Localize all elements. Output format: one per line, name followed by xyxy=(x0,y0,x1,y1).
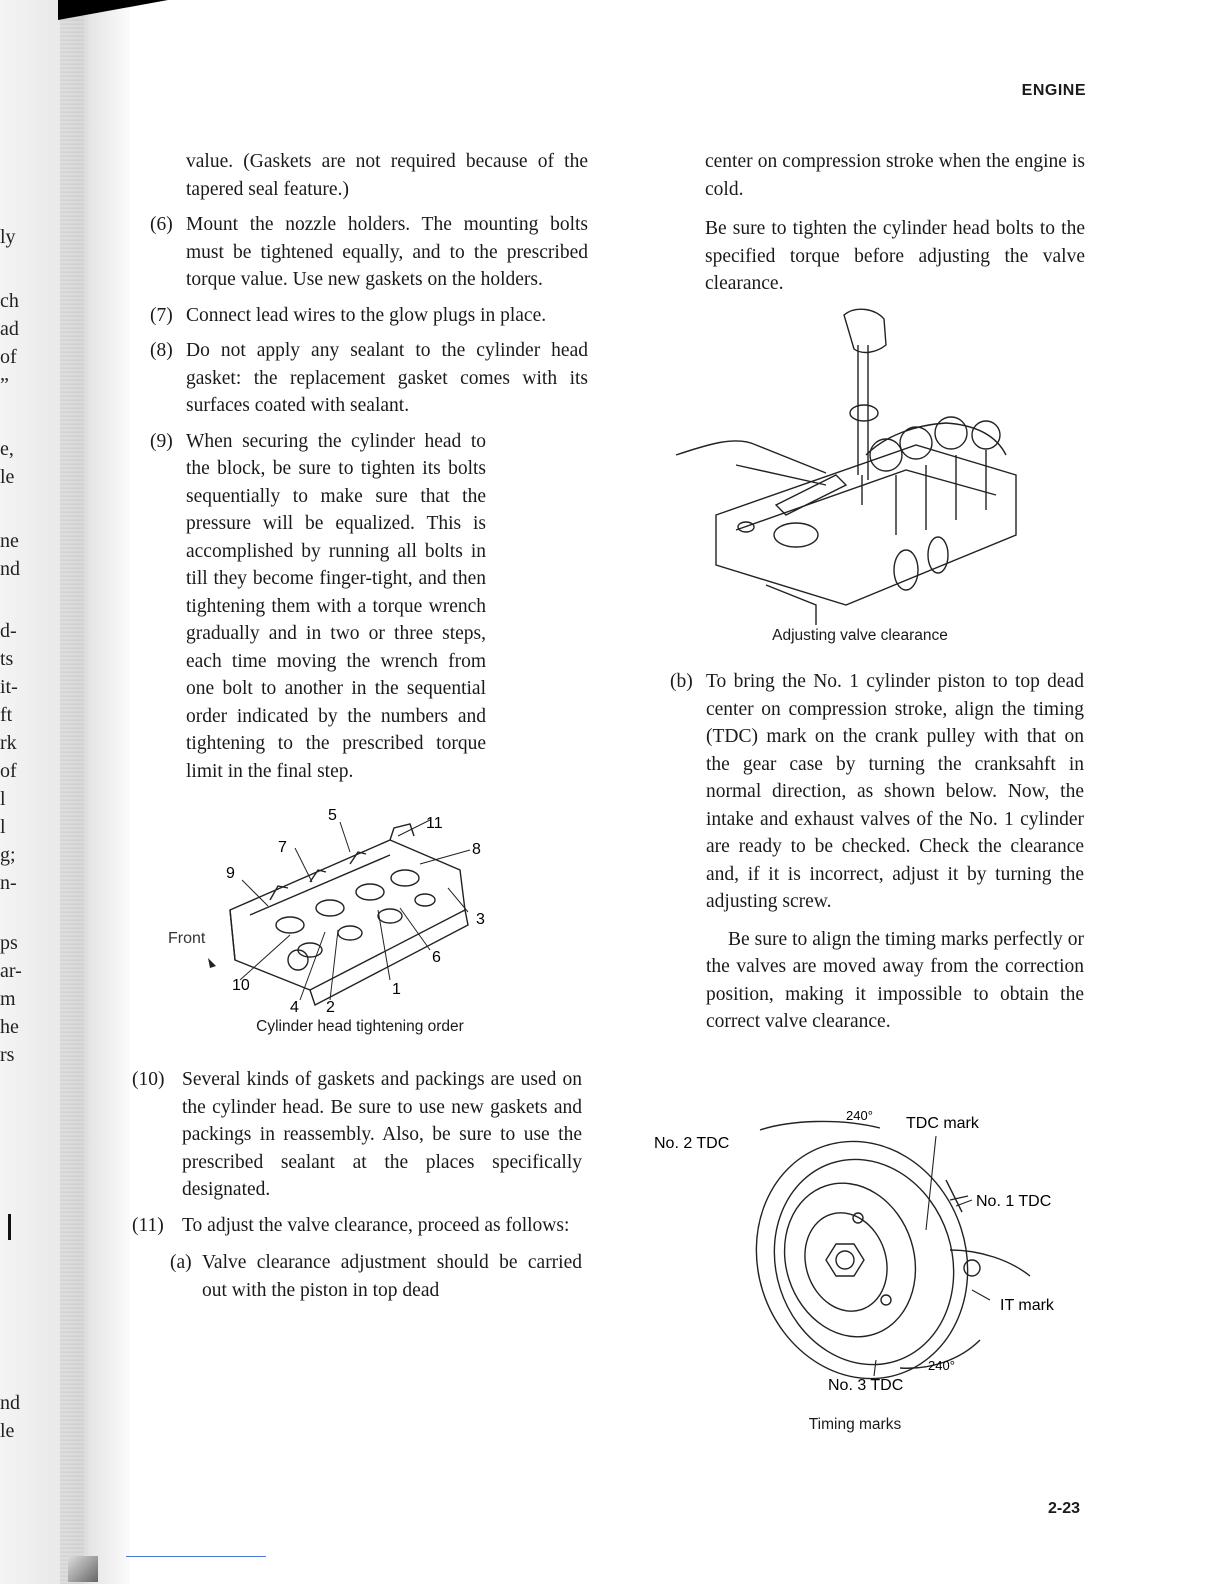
step-number: (9) xyxy=(150,430,173,452)
step-11 xyxy=(130,1212,582,1240)
previous-page-fragment: ps xyxy=(0,932,18,954)
continuation-paragraph: center on compression stroke when the engine is cold. xyxy=(705,151,1085,200)
bolt-label-3: 3 xyxy=(476,911,485,928)
step-text: Mount the nozzle holders. The mounting bolts must be tightened equally, and to the prescribed torque value. Use new gaskets on the holders. xyxy=(186,214,588,290)
tdc-mark-label: TDC mark xyxy=(906,1115,979,1132)
timing-marks-diagram xyxy=(650,1100,1070,1400)
step-6 xyxy=(148,211,588,294)
cylinder-head-diagram xyxy=(150,800,510,1020)
note-paragraph: Be sure to tighten the cylinder head bolts to the specified torque before adjusting the valve clearance. xyxy=(705,218,1085,294)
bolt-label-1: 1 xyxy=(392,981,401,998)
valve-adjustment-diagram xyxy=(676,305,1036,625)
bolt-label-2: 2 xyxy=(326,999,335,1016)
step-number: (6) xyxy=(150,214,173,235)
previous-page-fragment: he xyxy=(0,1016,19,1038)
previous-page-fragment: ly xyxy=(0,226,16,248)
bolt-label-10: 10 xyxy=(232,977,250,994)
timing-note-paragraph: Be sure to align the timing marks perfectly or the valves are moved away from the correction position, making it impossible to obtain the correct valve clearance. xyxy=(706,928,1084,1032)
bolt-label-11: 11 xyxy=(426,815,443,832)
previous-page-fragment: ne xyxy=(0,530,19,552)
page-corner-fold xyxy=(58,0,168,20)
bolt-label-5: 5 xyxy=(328,807,337,824)
margin-bar xyxy=(8,1214,11,1240)
previous-page-fragment: of xyxy=(0,760,17,782)
bolt-label-6: 6 xyxy=(432,949,441,966)
bolt-label-7: 7 xyxy=(278,839,287,856)
step-number: (a) xyxy=(170,1252,192,1273)
bottom-rule xyxy=(126,1556,266,1557)
previous-page-fragment: ft xyxy=(0,704,13,726)
step-text: To bring the No. 1 cylinder piston to top dead center on compression stroke, align the timing (TDC) mark on the crank pulley with that on the gear case by turning the cranksahft in normal direction, as shown below. Now, the intake and exhaust valves of the No. 1 cylinder are ready to be checked. Check the clearance and, if it is incorrect, adjust it by turning the adjusting screw. xyxy=(706,671,1084,912)
previous-page-fragment: n- xyxy=(0,872,17,894)
no2-tdc-label: No. 2 TDC xyxy=(654,1135,730,1152)
step-10 xyxy=(130,1066,582,1204)
right-column-b xyxy=(668,668,1084,1036)
previous-page-fragment: d- xyxy=(0,620,17,642)
bolt-label-4: 4 xyxy=(290,999,299,1016)
previous-page-fragment: l xyxy=(0,788,6,810)
step-b xyxy=(668,668,1084,916)
step-text: Valve clearance adjustment should be carried out with the piston in top dead xyxy=(202,1252,582,1301)
step-a xyxy=(130,1249,582,1304)
figure-caption-timing: Timing marks xyxy=(808,1416,902,1433)
previous-page-fragment: ad xyxy=(0,318,19,340)
step-9 xyxy=(148,428,588,786)
bolt-label-9: 9 xyxy=(226,865,235,882)
previous-page-fragment: le xyxy=(0,466,15,488)
step-text: Connect lead wires to the glow plugs in place. xyxy=(186,304,547,326)
previous-page-fragment: e, xyxy=(0,438,14,460)
bolt-label-8: 8 xyxy=(472,841,481,858)
section-header: ENGINE xyxy=(1021,82,1086,99)
page-bottom-corner xyxy=(68,1556,98,1582)
figure-caption-valve: Adjusting valve clearance xyxy=(772,627,948,644)
step-number: (b) xyxy=(670,671,693,692)
binding-texture xyxy=(60,0,84,1584)
right-column-top xyxy=(705,148,1085,298)
left-column-lower xyxy=(130,1066,582,1304)
previous-page-fragment: of xyxy=(0,346,17,368)
previous-page-fragment: ” xyxy=(0,374,9,396)
previous-page-fragment: ts xyxy=(0,648,14,670)
page-number: 2-23 xyxy=(1047,1500,1080,1517)
previous-page-fragment: le xyxy=(0,1420,15,1442)
step-number: (11) xyxy=(132,1214,164,1236)
intro-paragraph: value. (Gaskets are not required because of the tapered seal feature.) xyxy=(186,151,588,200)
step-number: (8) xyxy=(150,340,173,361)
angle-bottom-label: 240° xyxy=(928,1358,955,1373)
step-text: When securing the cylinder head to the block, be sure to tighten its bolts sequentially to make sure that the pressure will be equalized. This is accomplished by running all bolts in till they become finger-tight, and then tightening them with a torque wrench gradually and in two or three steps, each time moving the wrench from one bolt to another in the sequential order indicated by the numbers and tightening to the prescribed torque limit in the final step. xyxy=(186,430,486,782)
no1-tdc-label: No. 1 TDC xyxy=(976,1193,1052,1210)
previous-page-fragment: rk xyxy=(0,732,17,754)
step-text: Do not apply any sealant to the cylinder head gasket: the replacement gasket comes with its surfaces coated with sealant. xyxy=(186,340,588,416)
previous-page-fragment: m xyxy=(0,988,16,1010)
previous-page-fragment: rs xyxy=(0,1044,15,1066)
left-column xyxy=(148,148,588,785)
it-mark-label: IT mark xyxy=(1000,1297,1054,1314)
step-number: (7) xyxy=(150,304,173,326)
previous-page-fragment: g; xyxy=(0,844,16,866)
previous-page-fragment: l xyxy=(0,816,6,838)
figure-caption-tightening: Cylinder head tightening order xyxy=(256,1018,464,1035)
step-text: To adjust the valve clearance, proceed as follows: xyxy=(182,1214,570,1236)
no3-tdc-label: No. 3 TDC xyxy=(828,1377,904,1394)
previous-page-fragment: nd xyxy=(0,558,20,580)
previous-page-fragment: ch xyxy=(0,290,19,312)
step-8 xyxy=(148,337,588,420)
front-arrow-icon xyxy=(208,958,216,968)
step-text: Several kinds of gaskets and packings are used on the cylinder head. Be sure to use new gaskets and packings in reassembly. Also, be sure to use the prescribed sealant at the places specifically designated. xyxy=(182,1069,582,1200)
step-number: (10) xyxy=(132,1069,165,1090)
previous-page-fragment: ar- xyxy=(0,960,22,982)
previous-page-fragment: nd xyxy=(0,1392,20,1414)
step-7 xyxy=(148,302,588,330)
angle-top-label: 240° xyxy=(846,1108,873,1123)
previous-page-fragment: it- xyxy=(0,676,18,698)
front-label: Front xyxy=(168,930,206,947)
